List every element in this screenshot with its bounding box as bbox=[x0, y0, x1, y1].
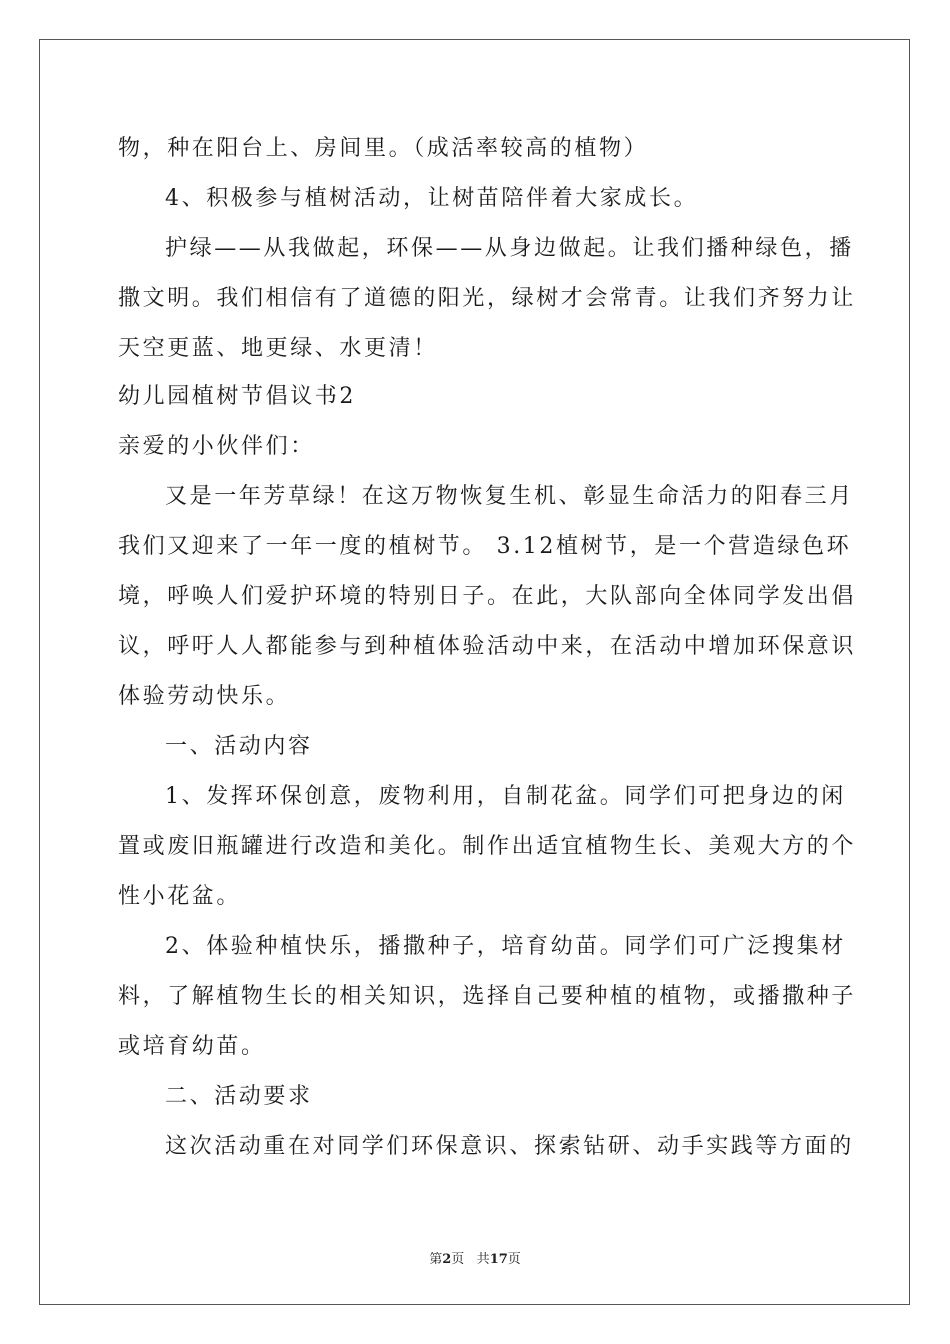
body-line: 2、体验种植快乐，播撒种子，培育幼苗。同学们可广泛搜集材 bbox=[165, 934, 846, 959]
body-line: 物，种在阳台上、房间里。（成活率较高的植物） bbox=[118, 136, 649, 161]
page-border bbox=[39, 39, 910, 1305]
subheading: 一、活动内容 bbox=[165, 734, 313, 759]
body-line: 撒文明。我们相信有了道德的阳光，绿树才会常青。让我们齐努力让 bbox=[118, 286, 857, 311]
footer-total-pages: 17 bbox=[489, 1252, 508, 1267]
body-line: 置或废旧瓶罐进行改造和美化。制作出适宜植物生长、美观大方的个 bbox=[118, 834, 857, 859]
footer-total-suffix: 页 bbox=[507, 1252, 521, 1267]
page-footer bbox=[0, 1248, 950, 1267]
body-line: 性小花盆。 bbox=[118, 884, 242, 909]
salutation: 亲爱的小伙伴们： bbox=[118, 434, 315, 459]
body-line: 1、发挥环保创意，废物利用，自制花盆。同学们可把身边的闲 bbox=[165, 784, 846, 809]
footer-page-suffix: 页 bbox=[451, 1252, 465, 1267]
body-line: 又是一年芳草绿！在这万物恢复生机、彰显生命活力的阳春三月 bbox=[165, 484, 854, 509]
body-line: 体验劳动快乐。 bbox=[118, 684, 291, 709]
body-line: 料，了解植物生长的相关知识，选择自己要种植的植物，或播撒种子 bbox=[118, 984, 857, 1009]
footer-page-number: 2 bbox=[442, 1252, 452, 1267]
footer-total-prefix: 共 bbox=[476, 1252, 490, 1267]
body-line: 我们又迎来了一年一度的植树节。 3.12植树节，是一个营造绿色环 bbox=[118, 534, 852, 559]
body-line: 4、积极参与植树活动，让树苗陪伴着大家成长。 bbox=[165, 186, 699, 211]
body-line: 议，呼吁人人都能参与到种植体验活动中来，在活动中增加环保意识 bbox=[118, 634, 857, 659]
body-line: 这次活动重在对同学们环保意识、探索钻研、动手实践等方面的 bbox=[165, 1134, 854, 1159]
body-line: 护绿——从我做起，环保——从身边做起。让我们播种绿色，播 bbox=[165, 236, 854, 261]
footer-page-prefix: 第 bbox=[429, 1252, 443, 1267]
body-line: 天空更蓝、地更绿、水更清！ bbox=[118, 336, 438, 361]
body-line: 境，呼唤人们爱护环境的特别日子。在此，大队部向全体同学发出倡 bbox=[118, 584, 857, 609]
subheading: 二、活动要求 bbox=[165, 1084, 313, 1109]
section-title: 幼儿园植树节倡议书2 bbox=[118, 384, 356, 409]
body-line: 或培育幼苗。 bbox=[118, 1034, 266, 1059]
